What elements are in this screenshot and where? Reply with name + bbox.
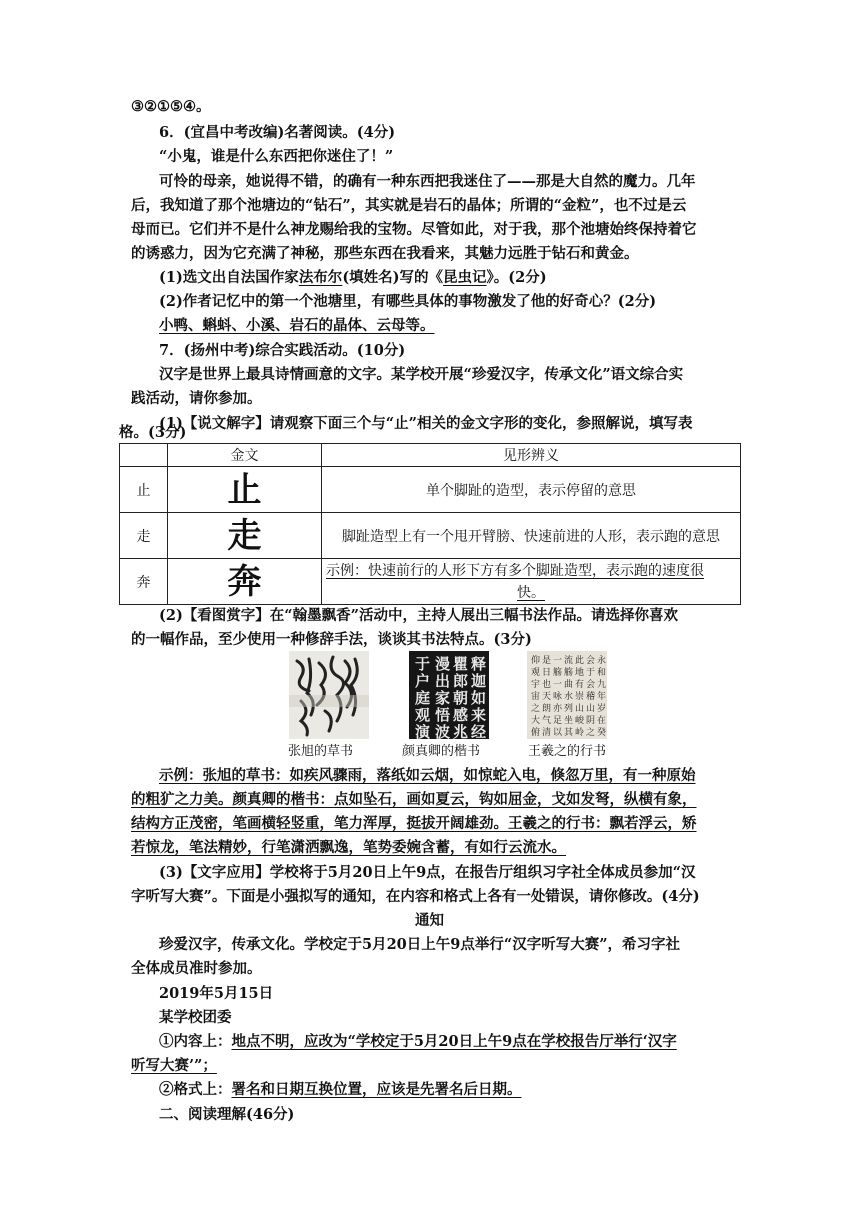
svg-text:宇: 宇 (531, 680, 541, 690)
jinwen-glyph-image (168, 467, 322, 513)
svg-text:漫: 漫 (435, 655, 451, 673)
answer-line-1: 示例：快速前行的人形下方有多个脚趾造型，表示跑的速度很 (326, 562, 704, 579)
svg-text:咏: 咏 (553, 692, 563, 702)
table-header-row (120, 444, 741, 467)
svg-text:岁: 岁 (597, 704, 607, 714)
notice-body-line-1: 珍爱汉字，传承文化。学校定于5月20日上午9点举行“汉字听写大赛”，希习字社 (159, 936, 681, 953)
svg-text:岭: 岭 (575, 728, 585, 738)
svg-text:气: 气 (542, 716, 552, 726)
svg-text:兆: 兆 (453, 723, 469, 739)
svg-text:也: 也 (542, 680, 552, 690)
q7-intro-2: 践活动，请你参加。 (131, 390, 262, 407)
table-header-empty (120, 444, 168, 467)
table-char: 止 (120, 467, 168, 513)
svg-text:是: 是 (542, 656, 552, 666)
q7-sub3-answer-1 (159, 1031, 677, 1053)
q6-passage-line-3: 母而已。它们并不是什么神龙赐给我的宝物。尽管如此，对于我，那个池塘始终保持着它 (131, 221, 697, 238)
svg-text:大: 大 (531, 716, 541, 726)
svg-text:天: 天 (542, 692, 552, 702)
q6-sub1-answer-author: 法布尔 (298, 269, 343, 286)
answer-2-label: ②格式上： (159, 1081, 232, 1098)
svg-text:列: 列 (564, 704, 574, 714)
q7-sub2-answer-line-1: 示例：张旭的草书：如疾风骤雨，落纸如云烟，如惊蛇入电，倏忽万里，有一种原始 (159, 767, 696, 784)
q7-title: 7．(扬州中考)综合实践活动。(10分) (159, 342, 406, 359)
table-meaning: 单个脚趾的造型，表示停留的意思 (322, 467, 741, 513)
svg-text:之: 之 (586, 728, 596, 738)
svg-text:于: 于 (586, 668, 596, 678)
svg-text:于: 于 (415, 655, 431, 673)
q7-sub2-answer-line-2: 的粗犷之力美。颜真卿的楷书：点如坠石，画如夏云，钩如屈金，戈如发弩，纵横有象， (131, 791, 697, 808)
caption-regular: 颜真卿的楷书 (402, 744, 481, 759)
svg-text:经: 经 (471, 723, 487, 739)
svg-text:家: 家 (435, 689, 451, 707)
svg-text:山: 山 (586, 704, 596, 714)
notice-signature: 某学校团委 (159, 1009, 232, 1026)
svg-text:如: 如 (471, 689, 487, 707)
svg-text:峻: 峻 (575, 716, 585, 726)
q6-sub1-text: (1)选文出自法国作家 (159, 269, 299, 286)
character-table (119, 443, 741, 605)
svg-text:有: 有 (575, 680, 585, 690)
svg-text:和: 和 (597, 668, 607, 678)
table-char: 奔 (120, 559, 168, 605)
table-row (120, 559, 741, 605)
previous-answer: ③②①⑤④。 (131, 98, 211, 115)
jinwen-glyph: 奔 (227, 561, 262, 602)
svg-text:地: 地 (575, 668, 585, 678)
q6-sub1-text-end: 》。(2分) (486, 269, 547, 286)
running-script-calligraphy-image (527, 651, 607, 739)
q6-passage-line-2: 后，我知道了那个池塘边的“钻石”，其实就是岩石的晶体；所谓的“金粒”，也不过是云 (131, 197, 687, 214)
svg-text:会: 会 (586, 680, 596, 690)
q6-sub1 (159, 267, 547, 289)
svg-text:悟: 悟 (435, 706, 451, 724)
q7-sub3-answer-1-cont: 听写大赛’”； (131, 1057, 217, 1074)
svg-text:波: 波 (435, 723, 451, 739)
svg-text:在: 在 (597, 716, 607, 726)
svg-text:觞: 觞 (553, 668, 563, 678)
svg-text:感: 感 (453, 706, 469, 724)
svg-text:释: 释 (471, 655, 487, 673)
regular-script-calligraphy-image (409, 651, 489, 739)
table-header-meaning: 见形辨义 (322, 444, 741, 467)
svg-text:朝: 朝 (453, 689, 469, 707)
svg-text:会: 会 (586, 656, 596, 666)
svg-text:足: 足 (553, 716, 563, 726)
section-2-heading: 二、阅读理解(46分) (159, 1106, 295, 1123)
caption-running: 王羲之的行书 (528, 744, 607, 759)
q7-sub3-line-1: (3)【文字应用】学校将于5月20日上午9点，在报告厅组织习字社全体成员参加“汉 (159, 864, 696, 881)
svg-text:永: 永 (597, 656, 607, 666)
svg-text:一: 一 (553, 656, 563, 666)
table-header-jinwen: 金文 (168, 444, 322, 467)
svg-text:亦: 亦 (553, 704, 563, 714)
answer-2-text: 署名和日期互换位置，应该是先署名后日期。 (231, 1081, 522, 1098)
svg-text:其: 其 (564, 728, 574, 738)
caption-cursive: 张旭的草书 (288, 744, 354, 759)
svg-text:阴: 阴 (586, 716, 596, 726)
q7-sub3-answer-2 (159, 1079, 522, 1101)
q7-sub2-answer-line-4: 若惊龙，笔法精妙，行笔潇洒飘逸，笔势委婉含蓄，有如行云流水。 (131, 839, 566, 856)
svg-text:之: 之 (531, 704, 541, 714)
svg-text:清: 清 (542, 728, 552, 738)
svg-text:曲: 曲 (564, 680, 574, 690)
q6-passage-line-1: 可怜的母亲，她说得不错，的确有一种东西把我迷住了——那是大自然的魔力。几年 (159, 173, 696, 190)
svg-text:坐: 坐 (564, 716, 574, 726)
q6-sub1-text-mid: (填姓名)写的《 (342, 269, 444, 286)
answer-line-2: 快。 (517, 584, 545, 601)
table-meaning-answer (322, 559, 741, 605)
q6-sub1-answer-book: 昆虫记 (443, 269, 487, 286)
answer-1-text: 地点不明，应改为“学校定于5月20日上午9点在学校报告厅举行‘汉字 (231, 1033, 677, 1050)
q7-sub2-answer-line-3: 结构方正茂密，笔画横轻竖重，笔力浑厚，挺拔开阔雄劲。王羲之的行书：飘若浮云，矫 (131, 815, 697, 832)
q7-sub2-line-1: (2)【看图赏字】在“翰墨飘香”活动中，主持人展出三幅书法作品。请选择你喜欢 (159, 607, 678, 624)
svg-text:郎: 郎 (453, 672, 469, 690)
svg-text:观: 观 (531, 668, 541, 678)
cursive-calligraphy-image (289, 651, 369, 739)
svg-text:一: 一 (553, 680, 563, 690)
jinwen-glyph: 止 (227, 469, 262, 510)
q7-sub1-line-2: 格。(3分) (119, 424, 187, 441)
svg-text:水: 水 (564, 692, 574, 702)
table-char: 走 (120, 513, 168, 559)
svg-text:宙: 宙 (531, 692, 541, 702)
notice-title: 通知 (415, 912, 444, 929)
q6-quote: “小鬼，谁是什么东西把你迷住了！” (159, 148, 394, 165)
svg-text:户: 户 (415, 672, 431, 690)
svg-text:瞿: 瞿 (453, 655, 469, 673)
svg-text:此: 此 (575, 656, 585, 666)
q6-passage-line-4: 的诱惑力，因为它充满了神秘，那些东西在我看来，其魅力远胜于钻石和黄金。 (131, 245, 639, 262)
svg-text:日: 日 (542, 668, 552, 678)
jinwen-glyph-image (168, 559, 322, 605)
q7-sub1-line-1: (1)【说文解字】请观察下面三个与“止”相关的金文字形的变化，参照解说，填写表 (159, 415, 693, 432)
svg-text:仰: 仰 (531, 656, 541, 666)
q6-sub2: (2)作者记忆中的第一个池塘里，有哪些具体的事物激发了他的好奇心？(2分) (159, 293, 657, 310)
svg-text:癸: 癸 (597, 728, 607, 738)
svg-text:山: 山 (575, 704, 585, 714)
svg-text:出: 出 (435, 672, 451, 690)
q6-title: 6．(宜昌中考改编)名著阅读。(4分) (159, 124, 396, 141)
table-row (120, 513, 741, 559)
svg-text:九: 九 (597, 680, 607, 690)
jinwen-glyph-image (168, 513, 322, 559)
svg-text:庭: 庭 (415, 689, 431, 707)
q7-intro-1: 汉字是世界上最具诗情画意的文字。某学校开展“珍爱汉字，传承文化”语文综合实 (159, 366, 684, 383)
svg-text:觞: 觞 (564, 668, 574, 678)
svg-text:朗: 朗 (542, 704, 552, 714)
svg-text:流: 流 (564, 656, 574, 666)
svg-text:俯: 俯 (531, 728, 541, 738)
svg-text:崇: 崇 (575, 692, 585, 702)
table-row (120, 467, 741, 513)
q6-sub2-answer: 小鸭、蝌蚪、小溪、岩石的晶体、云母等。 (159, 317, 435, 334)
svg-text:来: 来 (471, 706, 487, 724)
notice-body-line-2: 全体成员准时参加。 (131, 960, 262, 977)
notice-date: 2019年5月15日 (159, 985, 274, 1002)
svg-text:稽: 稽 (586, 692, 596, 702)
svg-text:年: 年 (597, 692, 607, 702)
table-meaning: 脚趾造型上有一个甩开臂膀、快速前进的人形，表示跑的意思 (322, 513, 741, 559)
q7-sub2-line-2: 的一幅作品，至少使用一种修辞手法，谈谈其书法特点。(3分) (131, 631, 532, 648)
svg-text:以: 以 (553, 728, 563, 738)
jinwen-glyph: 走 (227, 515, 262, 556)
svg-text:演: 演 (415, 723, 431, 739)
answer-1-label: ①内容上： (159, 1033, 232, 1050)
svg-text:观: 观 (415, 706, 431, 724)
q7-sub3-line-2: 字听写大赛”。下面是小强拟写的通知，在内容和格式上各有一处错误，请你修改。(4分) (131, 888, 700, 905)
svg-text:迦: 迦 (471, 672, 487, 690)
